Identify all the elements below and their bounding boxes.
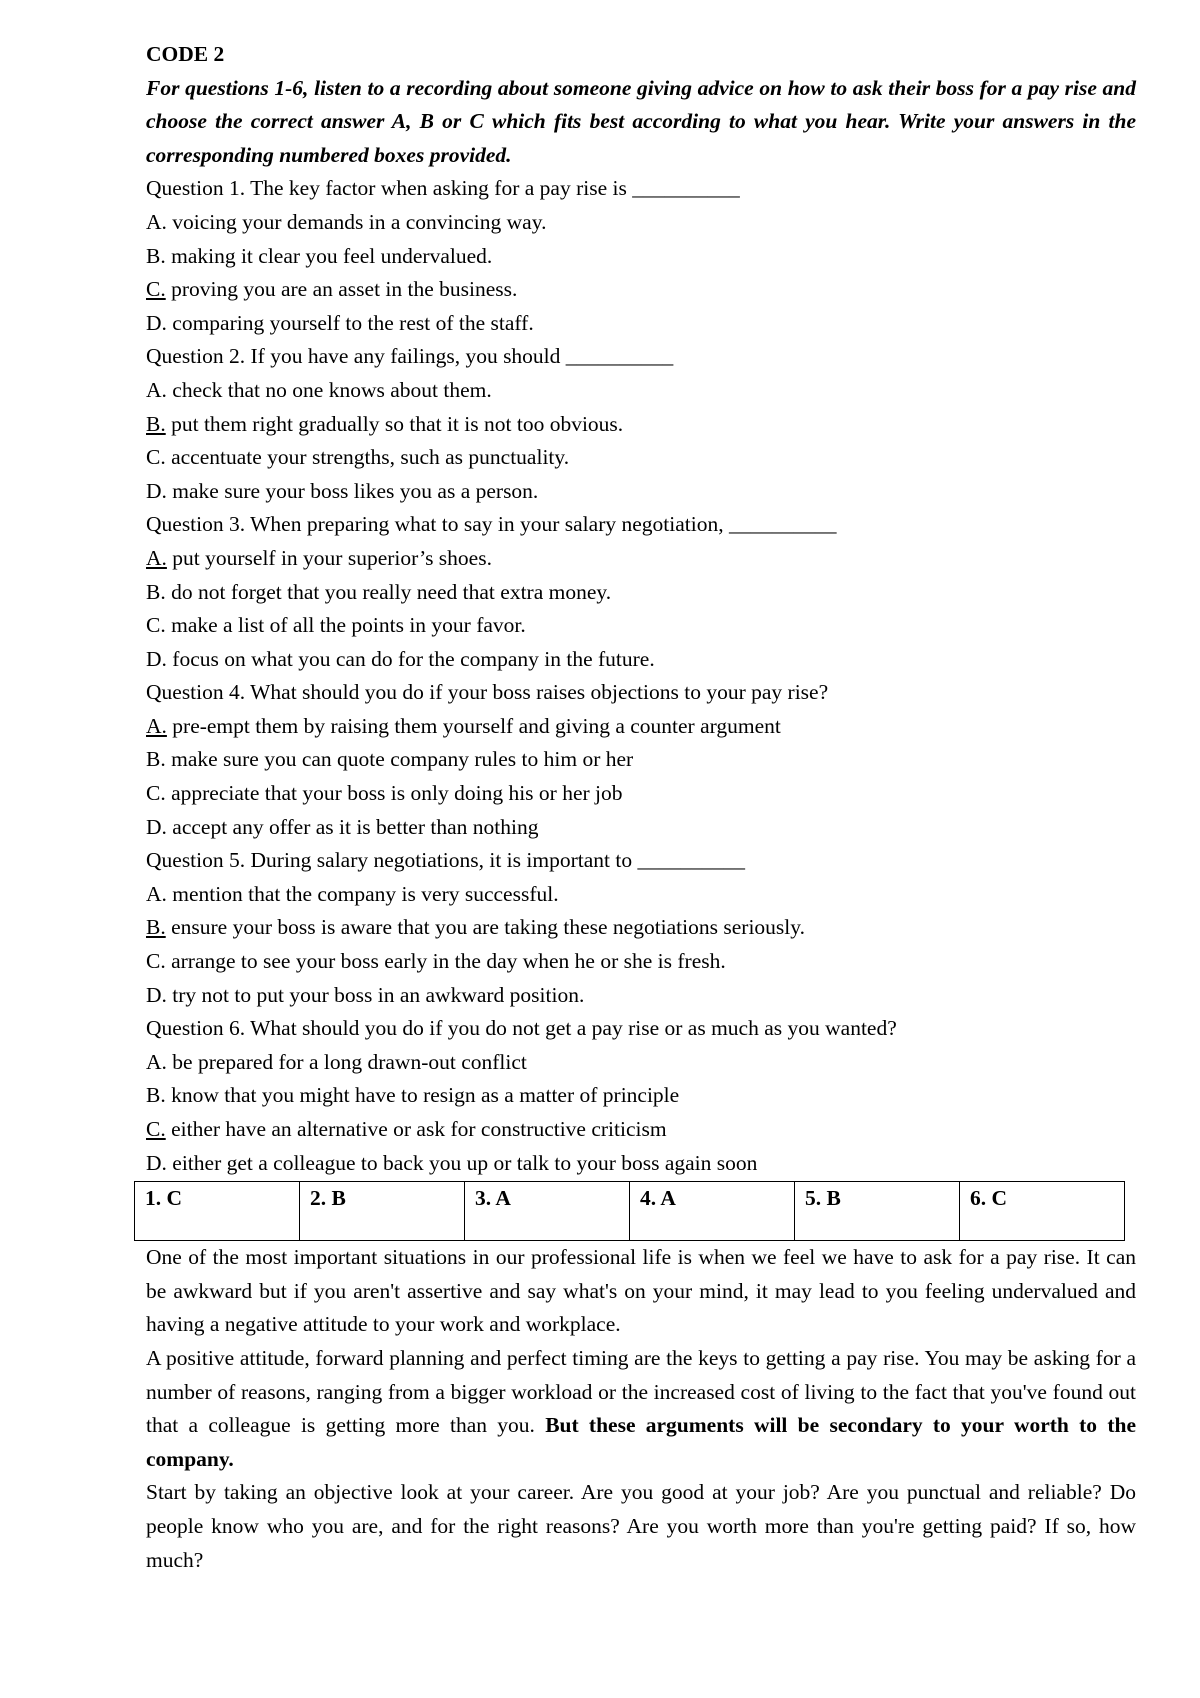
instructions: For questions 1-6, listen to a recording about someone giving advice on how to ask their boss for a pay rise and choose the correct answer A, B or C which fits best according to what you hear. Write your answers in the corresponding numbered boxes provided. bbox=[146, 75, 1136, 167]
option-text: try not to put your boss in an awkward position. bbox=[166, 982, 585, 1007]
document-page bbox=[146, 38, 1136, 1577]
question-6-option bbox=[146, 1113, 1136, 1147]
option-letter: B. bbox=[146, 243, 166, 268]
option-letter: C. bbox=[146, 277, 166, 302]
question-2-option bbox=[146, 475, 1136, 509]
question-5-option bbox=[146, 979, 1136, 1013]
answer-box-6: 6. C bbox=[960, 1182, 1125, 1241]
code-heading: CODE 2 bbox=[146, 42, 225, 66]
option-text: ensure your boss is aware that you are taking these negotiations seriously. bbox=[165, 915, 805, 940]
question-1-option bbox=[146, 307, 1136, 341]
question-2-stem: Question 2. If you have any failings, you should __________ bbox=[146, 344, 674, 369]
question-4-option bbox=[146, 811, 1136, 845]
option-letter: D. bbox=[146, 814, 167, 839]
answer-box-1: 1. C bbox=[135, 1182, 300, 1241]
question-1-stem: Question 1. The key factor when asking for a pay rise is __________ bbox=[146, 176, 740, 201]
question-3-option bbox=[146, 542, 1136, 576]
option-text: arrange to see your boss early in the day when he or she is fresh. bbox=[165, 949, 726, 974]
question-4-option bbox=[146, 710, 1136, 744]
question-2-option bbox=[146, 408, 1136, 442]
option-text: accept any offer as it is better than nothing bbox=[166, 814, 539, 839]
question-5-option bbox=[146, 878, 1136, 912]
option-text: either have an alternative or ask for constructive criticism bbox=[165, 1117, 667, 1141]
option-text: either get a colleague to back you up or talk to your boss again soon bbox=[166, 1150, 758, 1175]
question-3-option bbox=[146, 643, 1136, 677]
answer-box-5: 5. B bbox=[795, 1182, 960, 1241]
option-letter: C. bbox=[146, 949, 166, 974]
option-text: make a list of all the points in your favor. bbox=[165, 613, 526, 638]
option-letter: A. bbox=[146, 545, 167, 570]
answer-box-4: 4. A bbox=[630, 1182, 795, 1241]
transcript-paragraph-3: Start by taking an objective look at your career. Are you good at your job? Are you punctual and reliable? Do people know who you are, and for the right reasons? Are you worth more than you're getting paid? If so, how much? bbox=[146, 1480, 1136, 1572]
option-text: make sure you can quote company rules to him or her bbox=[165, 747, 634, 772]
transcript-paragraph-2 bbox=[146, 1342, 1136, 1476]
option-letter: B. bbox=[146, 915, 166, 940]
question-5-option bbox=[146, 945, 1136, 979]
option-text: appreciate that your boss is only doing his or her job bbox=[165, 781, 623, 806]
question-3-option bbox=[146, 609, 1136, 643]
option-letter: C. bbox=[146, 445, 166, 470]
option-letter: A. bbox=[146, 713, 167, 738]
option-letter: B. bbox=[146, 579, 166, 604]
option-letter: D. bbox=[146, 646, 167, 671]
question-6-option bbox=[146, 1046, 1136, 1080]
option-letter: C. bbox=[146, 781, 166, 806]
question-5-option bbox=[146, 911, 1136, 945]
option-letter: D. bbox=[146, 310, 167, 335]
option-text: pre-empt them by raising them yourself and giving a counter argument bbox=[166, 713, 781, 738]
option-letter: C. bbox=[146, 1117, 166, 1141]
option-text: know that you might have to resign as a matter of principle bbox=[165, 1083, 680, 1108]
option-letter: A. bbox=[146, 1049, 167, 1074]
option-text: focus on what you can do for the company in the future. bbox=[166, 646, 655, 671]
option-text: proving you are an asset in the business. bbox=[165, 277, 518, 302]
option-letter: D. bbox=[146, 982, 167, 1007]
transcript-paragraph-2-text: A positive attitude, forward planning and perfect timing are the keys to getting a pay rise. You may be asking for a number of reasons, ranging from a bigger workload or the increased cost of living to the fact that you've found out that a colleague is getting more than you. bbox=[146, 1345, 1136, 1438]
option-letter: D. bbox=[146, 1150, 167, 1175]
option-letter: A. bbox=[146, 881, 167, 906]
question-5-stem: Question 5. During salary negotiations, it is important to __________ bbox=[146, 848, 745, 873]
question-4-stem: Question 4. What should you do if your boss raises objections to your pay rise? bbox=[146, 680, 829, 705]
option-text: mention that the company is very successful. bbox=[166, 881, 559, 906]
question-4-option bbox=[146, 743, 1136, 777]
question-1-option bbox=[146, 240, 1136, 274]
option-letter: A. bbox=[146, 209, 167, 234]
question-1-option bbox=[146, 206, 1136, 240]
option-text: do not forget that you really need that extra money. bbox=[165, 579, 612, 604]
option-text: voicing your demands in a convincing way. bbox=[166, 209, 547, 234]
option-letter: B. bbox=[146, 747, 166, 772]
option-letter: D. bbox=[146, 478, 167, 503]
question-6-stem: Question 6. What should you do if you do not get a pay rise or as much as you wanted? bbox=[146, 1016, 897, 1041]
option-letter: C. bbox=[146, 613, 166, 638]
question-2-option bbox=[146, 374, 1136, 408]
answer-table bbox=[134, 1181, 1125, 1241]
option-letter: A. bbox=[146, 377, 167, 402]
option-text: check that no one knows about them. bbox=[166, 377, 492, 402]
answer-box-2: 2. B bbox=[300, 1182, 465, 1241]
option-letter: B. bbox=[146, 411, 166, 436]
option-text: be prepared for a long drawn-out conflict bbox=[166, 1049, 527, 1074]
question-1-option bbox=[146, 273, 1136, 307]
option-text: accentuate your strengths, such as punctuality. bbox=[165, 445, 570, 470]
question-2-option bbox=[146, 441, 1136, 475]
question-6-option bbox=[146, 1147, 1136, 1181]
transcript-paragraph-2-bold: But these arguments will be secondary to your worth to the company. bbox=[146, 1413, 1136, 1471]
option-text: comparing yourself to the rest of the staff. bbox=[166, 310, 534, 335]
option-text: making it clear you feel undervalued. bbox=[165, 243, 493, 268]
question-6-option bbox=[146, 1079, 1136, 1113]
option-text: put them right gradually so that it is not too obvious. bbox=[165, 411, 624, 436]
option-letter: B. bbox=[146, 1083, 166, 1108]
option-text: make sure your boss likes you as a person. bbox=[166, 478, 539, 503]
question-3-option bbox=[146, 576, 1136, 610]
option-text: put yourself in your superior’s shoes. bbox=[166, 545, 492, 570]
question-3-stem: Question 3. When preparing what to say in your salary negotiation, __________ bbox=[146, 512, 837, 537]
question-4-option bbox=[146, 777, 1136, 811]
answer-box-3: 3. A bbox=[465, 1182, 630, 1241]
answer-row bbox=[135, 1182, 1125, 1241]
transcript-paragraph-1: One of the most important situations in our professional life is when we feel we have to ask for a pay rise. It can be awkward but if you aren't assertive and say what's on your mind, it may lead to you feeling undervalued and having a negative attitude to your work and workplace. bbox=[146, 1245, 1136, 1337]
question-list bbox=[146, 172, 1136, 1180]
